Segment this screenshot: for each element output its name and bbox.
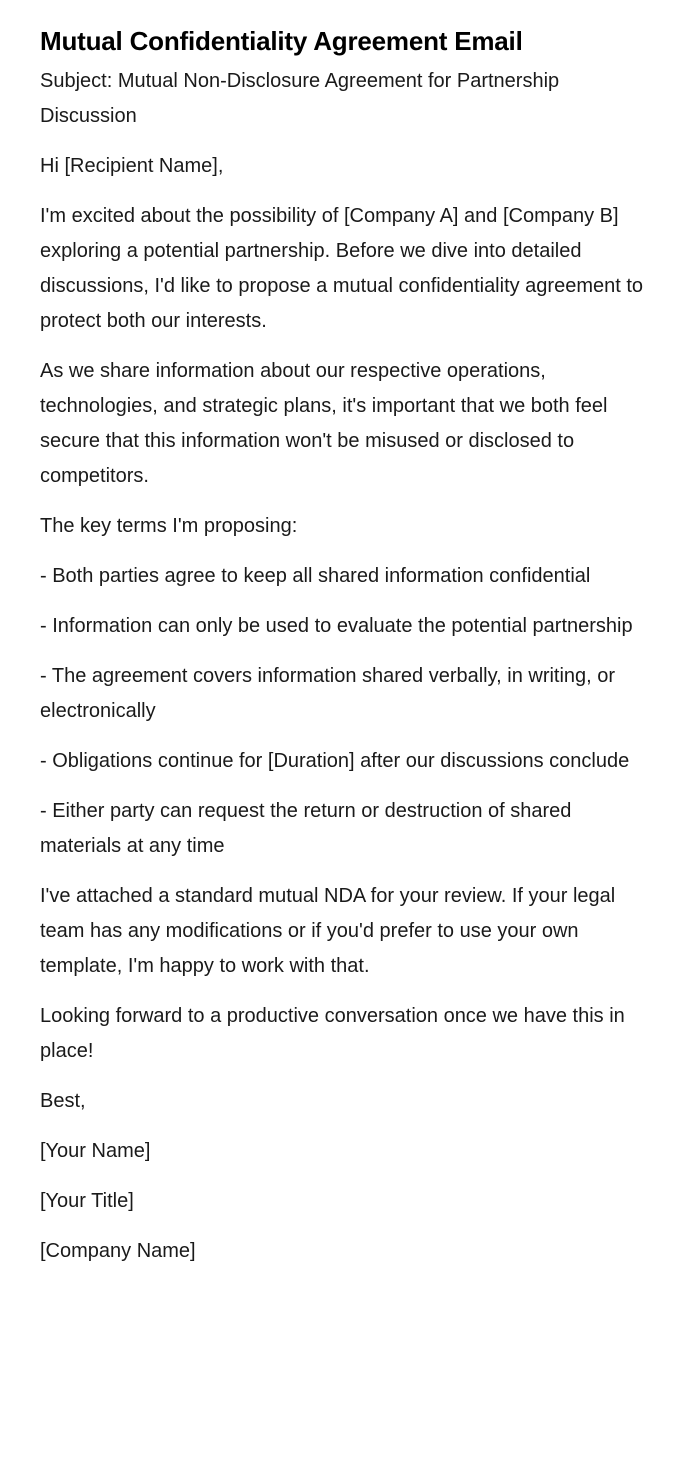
closing-line: Looking forward to a productive conversation once we have this in place! — [40, 1005, 625, 1062]
company-name: [Company Name] — [40, 1240, 196, 1262]
term-item: - Obligations continue for [Duration] after our discussions conclude — [40, 750, 630, 772]
email-greeting: Hi [Recipient Name], — [40, 155, 224, 177]
term-item: - Either party can request the return or destruction of shared materials at any time — [40, 800, 572, 857]
term-item: - The agreement covers information shared verbally, in writing, or electronically — [40, 665, 616, 722]
context-paragraph: As we share information about our respective operations, technologies, and strategic plans, it's important that we both feel secure that this information won't be misused or disclosed to competitors. — [40, 360, 608, 487]
email-subject: Subject: Mutual Non-Disclosure Agreement for Partnership Discussion — [40, 70, 560, 127]
terms-heading: The key terms I'm proposing: — [40, 515, 298, 537]
term-item: - Both parties agree to keep all shared information confidential — [40, 565, 591, 587]
sender-title: [Your Title] — [40, 1190, 134, 1212]
document-title: Mutual Confidentiality Agreement Email — [40, 26, 523, 56]
term-item: - Information can only be used to evaluate the potential partnership — [40, 615, 633, 637]
sign-off: Best, — [40, 1090, 86, 1112]
attachment-note: I've attached a standard mutual NDA for your review. If your legal team has any modifications or if you'd prefer to use your own template, I'm happy to work with that. — [40, 885, 616, 977]
intro-paragraph: I'm excited about the possibility of [Company A] and [Company B] exploring a potential partnership. Before we dive into detailed discussions, I'd like to propose a mutual confidentiality agreement to protect both our interests. — [40, 205, 644, 332]
sender-name: [Your Name] — [40, 1140, 151, 1162]
